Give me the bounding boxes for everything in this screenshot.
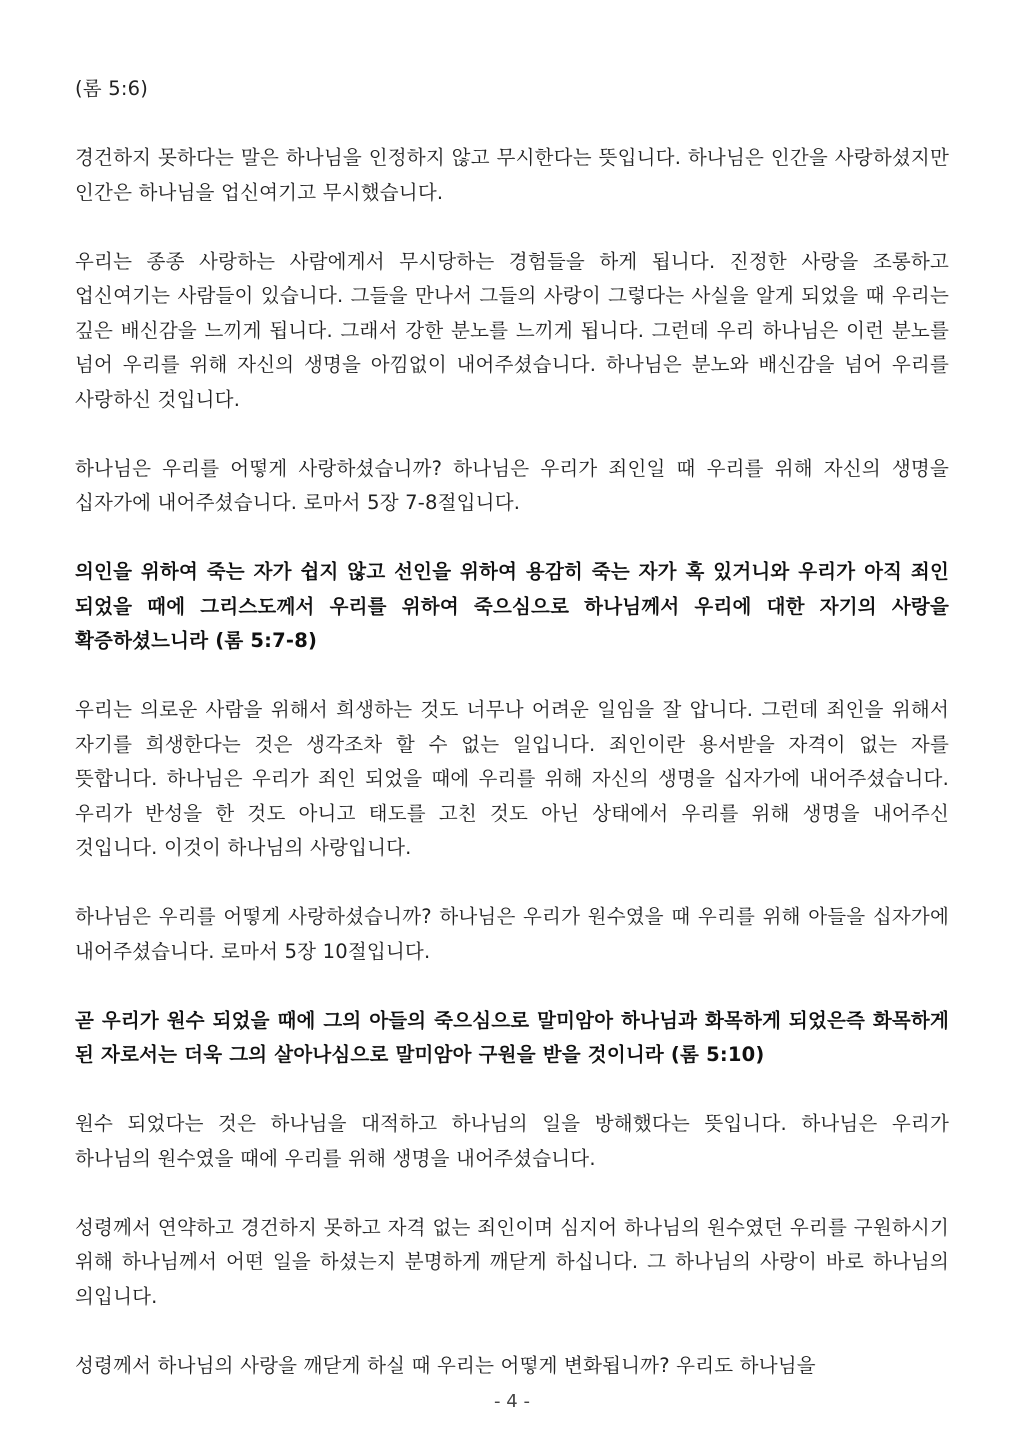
scripture-quote: 의인을 위하여 죽는 자가 쉽지 않고 선인을 위하여 용감히 죽는 자가 혹 있거니와 우리가 아직 죄인 되었을 때에 그리스도께서 우리를 위하여 죽으심으로 하나님께서 우리에 대한 자기의 사랑을 확증하셨느니라 (롬 5:7-8)	[75, 560, 949, 652]
page-number: - 4 -	[494, 1391, 530, 1412]
body-paragraph: 원수 되었다는 것은 하나님을 대적하고 하나님의 일을 방해했다는 뜻입니다. 하나님은 우리가 하나님의 원수였을 때에 우리를 위해 생명을 내어주셨습니다.	[75, 1112, 949, 1170]
body-paragraph: 성령께서 연약하고 경건하지 못하고 자격 없는 죄인이며 심지어 하나님의 원수였던 우리를 구원하시기 위해 하나님께서 어떤 일을 하셨는지 분명하게 깨닫게 하십니다. 그 하나님의 사랑이 바로 하나님의 의입니다.	[75, 1215, 949, 1308]
body-paragraph: 우리는 의로운 사람을 위해서 희생하는 것도 너무나 어려운 일임을 잘 압니다. 그런데 죄인을 위해서 자기를 희생한다는 것은 생각조차 할 수 없는 일입니다. 죄인이란 용서받을 자격이 없는 자를 뜻합니다. 하나님은 우리가 죄인 되었을 때에 우리를 위해 자신의 생명을 십자가에 내어주셨습니다. 우리가 반성을 한 것도 아니고 태도를 고친 것도 아닌 상태에서 우리를 위해 생명을 내어주신 것입니다. 이것이 하나님의 사랑입니다.	[75, 698, 949, 859]
body-paragraph: 경건하지 못하다는 말은 하나님을 인정하지 않고 무시한다는 뜻입니다. 하나님은 인간을 사랑하셨지만 인간은 하나님을 업신여기고 무시했습니다.	[75, 146, 949, 204]
body-paragraph: 성령께서 하나님의 사랑을 깨닫게 하실 때 우리는 어떻게 변화됩니까? 우리도 하나님을	[75, 1353, 816, 1377]
body-paragraph: 우리는 종종 사랑하는 사람에게서 무시당하는 경험들을 하게 됩니다. 진정한 사랑을 조롱하고 업신여기는 사람들이 있습니다. 그들을 만나서 그들의 사랑이 그렇다는 사실을 알게 되었을 때 우리는 깊은 배신감을 느끼게 됩니다. 그래서 강한 분노를 느끼게 됩니다. 그런데 우리 하나님은 이런 분노를 넘어 우리를 위해 자신의 생명을 아낌없이 내어주셨습니다. 하나님은 분노와 배신감을 넘어 우리를 사랑하신 것입니다.	[75, 249, 949, 411]
body-paragraph: 하나님은 우리를 어떻게 사랑하셨습니까? 하나님은 우리가 원수였을 때 우리를 위해 아들을 십자가에 내어주셨습니다. 로마서 5장 10절입니다.	[75, 905, 949, 963]
document-page	[75, 72, 949, 1418]
scripture-quote: 곧 우리가 원수 되었을 때에 그의 아들의 죽으심으로 말미암아 하나님과 화목하게 되었은즉 화목하게 된 자로서는 더욱 그의 살아나심으로 말미암아 구원을 받을 것이니라 (롬 5:10)	[75, 1008, 949, 1066]
scripture-reference: (롬 5:6)	[75, 77, 149, 100]
body-paragraph: 하나님은 우리를 어떻게 사랑하셨습니까? 하나님은 우리가 죄인일 때 우리를 위해 자신의 생명을 십자가에 내어주셨습니다. 로마서 5장 7-8절입니다.	[75, 456, 949, 514]
